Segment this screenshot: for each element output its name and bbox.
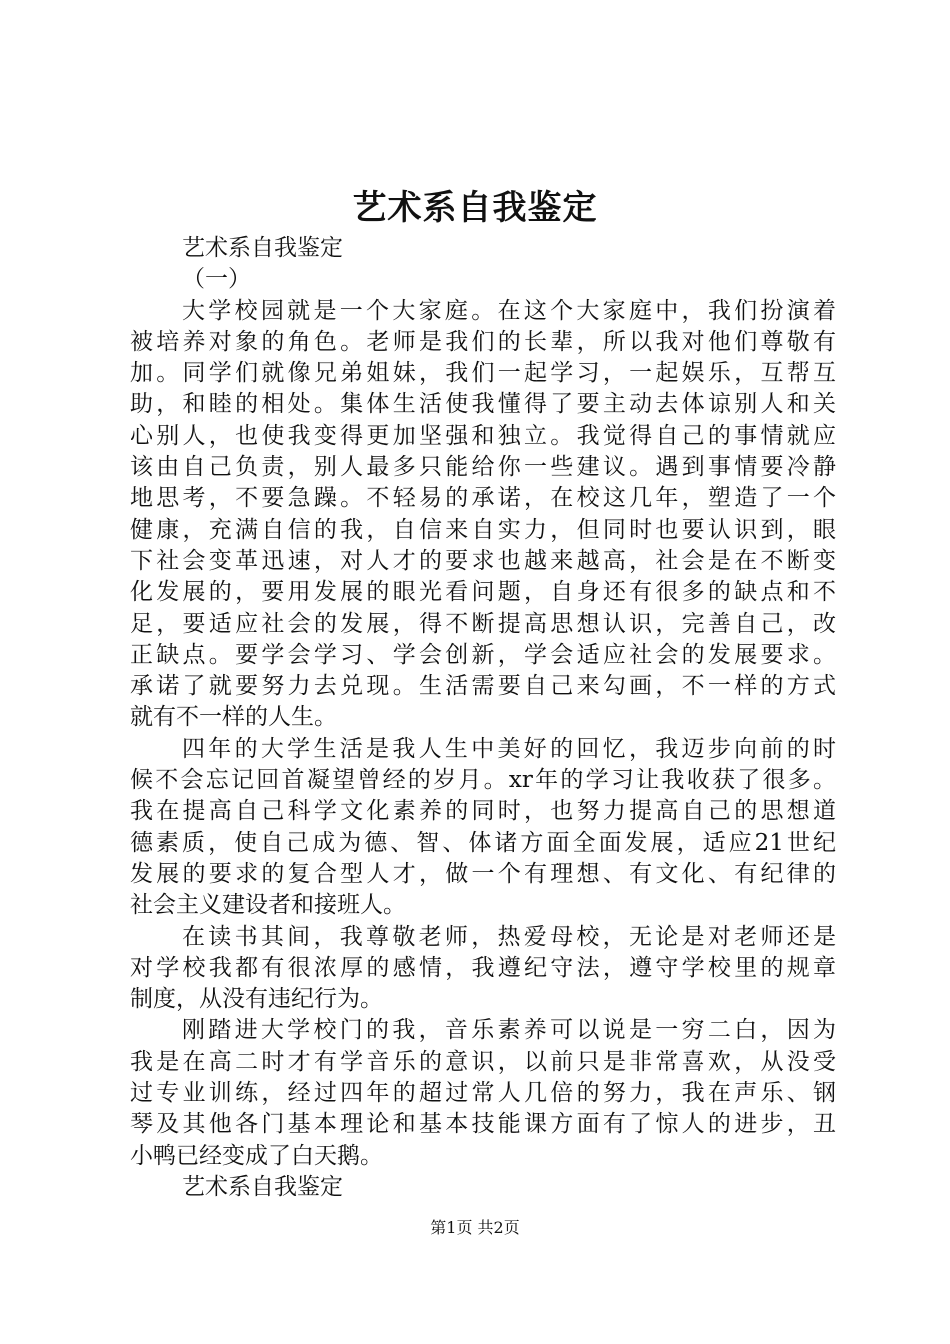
text-line: 健康，充满自信的我，自信来自实力，但同时也要认识到，眼 [130, 516, 836, 543]
text-line: 制度，从没有违纪行为。 [130, 986, 383, 1013]
text-line: （一） [182, 266, 251, 293]
document-body [130, 233, 836, 1203]
text-line: 德素质，使自己成为德、智、体诸方面全面发展，适应21世纪 [130, 829, 836, 856]
text-line: 大学校园就是一个大家庭。在这个大家庭中，我们扮演着 [182, 297, 836, 324]
text-line: 琴及其他各门基本理论和基本技能课方面有了惊人的进步，丑 [130, 1111, 836, 1138]
text-line: 刚踏进大学校门的我，音乐素养可以说是一穷二白，因为 [182, 1017, 836, 1044]
document-title: 艺术系自我鉴定 [352, 188, 598, 228]
text-line: 艺术系自我鉴定 [182, 1173, 343, 1200]
text-line: 地思考，不要急躁。不轻易的承诺，在校这几年，塑造了一个 [130, 485, 836, 512]
text-line: 在读书其间，我尊敬老师，热爱母校，无论是对老师还是 [182, 923, 836, 950]
text-line: 承诺了就要努力去兑现。生活需要自己来勾画，不一样的方式 [130, 673, 836, 700]
text-line: 被培养对象的角色。老师是我们的长辈，所以我对他们尊敬有 [130, 328, 836, 355]
text-line: 小鸭已经变成了白天鹅。 [130, 1142, 383, 1169]
text-line: 心别人，也使我变得更加坚强和独立。我觉得自己的事情就应 [130, 422, 836, 449]
text-line: 我是在高二时才有学音乐的意识，以前只是非常喜欢，从没受 [130, 1048, 836, 1075]
text-line: 助，和睦的相处。集体生活使我懂得了要主动去体谅别人和关 [130, 391, 836, 418]
text-line: 正缺点。要学会学习、学会创新，学会适应社会的发展要求。 [130, 641, 836, 668]
text-line: 社会主义建设者和接班人。 [130, 892, 406, 919]
text-line: 艺术系自我鉴定 [182, 235, 343, 261]
text-line: 下社会变革迅速，对人才的要求也越来越高，社会是在不断变 [130, 547, 836, 574]
page-footer: 第1页 共2页 [430, 1218, 520, 1237]
text-line: 化发展的，要用发展的眼光看问题，自身还有很多的缺点和不 [130, 579, 836, 606]
text-line: 我在提高自己科学文化素养的同时，也努力提高自己的思想道 [130, 798, 836, 825]
text-line: 加。同学们就像兄弟姐妹，我们一起学习，一起娱乐，互帮互 [130, 360, 836, 387]
text-line: 候不会忘记回首凝望曾经的岁月。xr年的学习让我收获了很多。 [130, 767, 836, 794]
text-line: 四年的大学生活是我人生中美好的回忆，我迈步向前的时 [182, 735, 836, 762]
text-line: 足，要适应社会的发展，得不断提高思想认识，完善自己，改 [130, 610, 836, 637]
text-line: 发展的要求的复合型人才，做一个有理想、有文化、有纪律的 [130, 860, 836, 887]
text-line: 该由自己负责，别人最多只能给你一些建议。遇到事情要冷静 [130, 454, 836, 481]
text-line: 对学校我都有很浓厚的感情，我遵纪守法，遵守学校里的规章 [130, 954, 836, 981]
text-line: 过专业训练，经过四年的超过常人几倍的努力，我在声乐、钢 [130, 1080, 836, 1107]
text-line: 就有不一样的人生。 [130, 704, 337, 731]
